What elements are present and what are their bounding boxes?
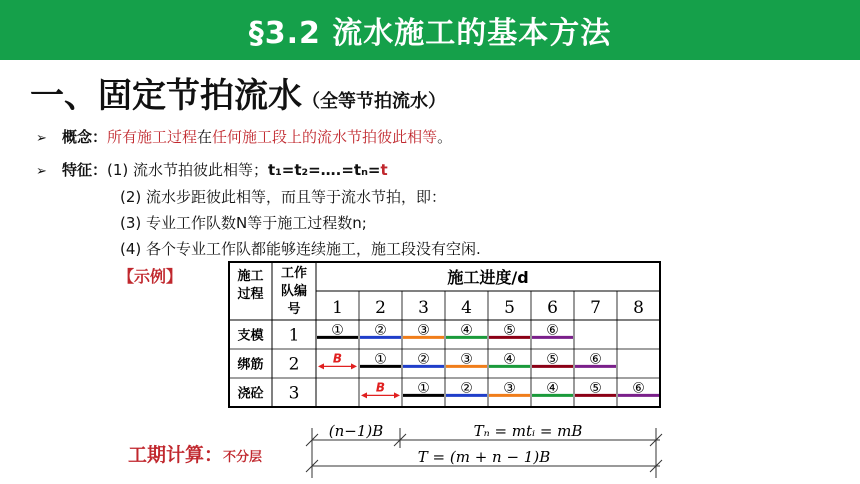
progress-header: 施工进度/d: [447, 268, 529, 287]
segment-label: ④: [503, 351, 516, 368]
segment-label: ⑥: [546, 322, 559, 339]
step-label: B: [375, 380, 386, 395]
arrow-bullet-icon: ➢: [36, 131, 47, 146]
segment-label: ②: [460, 380, 473, 397]
day-number: 5: [504, 298, 515, 318]
feature-line-3: (3) 专业工作队数N等于施工过程数n;: [120, 214, 367, 232]
duration-label-text: 工期计算：: [128, 444, 224, 466]
day-number: 1: [332, 298, 343, 318]
feature-formula-end: t: [380, 161, 388, 179]
heading-sub: （全等节拍流水）: [302, 91, 446, 112]
segment-label: ⑤: [546, 351, 559, 368]
concept-part1: 所有施工过程: [107, 128, 198, 146]
segment-label: ①: [417, 380, 430, 397]
segment-label: ①: [374, 351, 387, 368]
concept-label: 概念：: [62, 128, 108, 146]
segment-label: ③: [460, 351, 473, 368]
feature-line-2: (2) 流水步距彼此相等，而且等于流水节拍，即：: [120, 188, 447, 206]
day-number: 7: [590, 298, 601, 318]
row-team: 2: [288, 354, 300, 375]
day-number: 8: [633, 298, 644, 318]
arrow-bullet-icon: ➢: [36, 164, 47, 179]
concept-part3: 任何施工段上的流水节拍: [212, 128, 378, 146]
header-process: 施工: [237, 269, 264, 284]
row-team: 3: [288, 383, 300, 404]
step-label: B: [332, 351, 343, 366]
segment-label: ④: [546, 380, 559, 397]
day-number: 2: [375, 298, 386, 318]
formula-tn: Tₙ = mtᵢ = mB: [473, 422, 583, 440]
segment-label: ④: [460, 322, 473, 339]
feature-formula: t₁=t₂=….=tₙ=: [268, 161, 381, 179]
row-process: 支模: [237, 328, 264, 344]
header-team: 工作: [280, 266, 308, 281]
slide-title: §3.2 流水施工的基本方法: [248, 16, 612, 51]
formula-step: (n−1)B: [328, 422, 384, 440]
segment-label: ③: [503, 380, 516, 397]
example-label: 【示例】: [118, 267, 183, 286]
header-team: 号: [287, 302, 301, 317]
row-process: 绑筋: [237, 357, 264, 373]
row-team: 1: [288, 325, 300, 346]
feature-line-1: (1) 流水节拍彼此相等；: [107, 161, 269, 179]
segment-label: ②: [417, 351, 430, 368]
segment-label: ⑥: [632, 380, 645, 397]
segment-label: ③: [417, 322, 430, 339]
day-number: 4: [461, 298, 472, 318]
header-process: 过程: [237, 287, 264, 302]
concept-part4: 彼此相等: [377, 128, 438, 146]
day-number: 6: [547, 298, 558, 318]
segment-label: ①: [331, 322, 344, 339]
row-process: 浇砼: [237, 386, 264, 402]
segment-label: ⑤: [589, 380, 602, 397]
features-label: 特征：: [62, 161, 108, 179]
segment-label: ②: [374, 322, 387, 339]
header-team: 队编: [280, 284, 308, 299]
segment-label: ⑥: [589, 351, 602, 368]
duration-note: 不分层: [223, 450, 263, 465]
segment-label: ⑤: [503, 322, 516, 339]
heading-main: 一、固定节拍流水: [30, 76, 302, 116]
concept-part2: 在: [197, 128, 213, 146]
day-number: 3: [418, 298, 429, 318]
concept-part5: 。: [437, 128, 453, 146]
formula-total: T = (m + n − 1)B: [417, 448, 551, 466]
feature-line-4: (4) 各个专业工作队都能够连续施工，施工段没有空闲.: [120, 240, 481, 258]
